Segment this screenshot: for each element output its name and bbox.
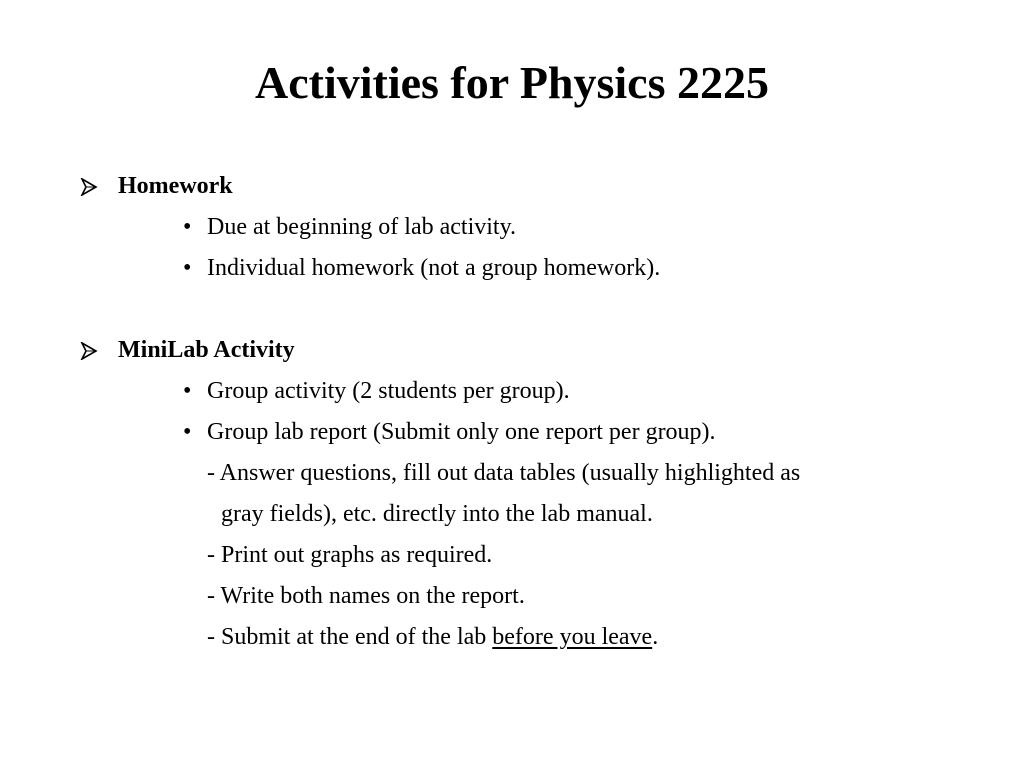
- bullet-dot: •: [183, 419, 192, 445]
- bullet-dot: •: [183, 378, 192, 404]
- slide-title: Activities for Physics 2225: [254, 57, 770, 108]
- bullet-dot: •: [183, 255, 192, 281]
- bullet-dot: •: [183, 214, 192, 240]
- list-item: Due at beginning of lab activity.: [207, 214, 517, 240]
- section-heading-homework: Homework: [118, 173, 233, 199]
- sub-item: - Print out graphs as required.: [207, 542, 493, 568]
- sub-item-continuation: gray fields), etc. directly into the lab manual.: [221, 501, 653, 527]
- list-item: Individual homework (not a group homework).: [207, 255, 661, 281]
- section-heading-minilab: MiniLab Activity: [118, 337, 295, 363]
- sub-item: - Answer questions, fill out data tables (usually highlighted as: [207, 460, 801, 486]
- sub-item: [207, 622, 658, 652]
- sub-item-period: .: [652, 624, 659, 650]
- emphasis-underline: before you leave: [492, 624, 653, 650]
- sub-item: - Write both names on the report.: [207, 583, 525, 609]
- sub-item-text: - Submit at the end of the lab: [207, 624, 493, 650]
- arrowhead-bullet-icon: [80, 171, 104, 201]
- arrowhead-bullet-icon: [80, 335, 104, 365]
- list-item: Group lab report (Submit only one report per group).: [207, 419, 716, 445]
- list-item: Group activity (2 students per group).: [207, 378, 570, 404]
